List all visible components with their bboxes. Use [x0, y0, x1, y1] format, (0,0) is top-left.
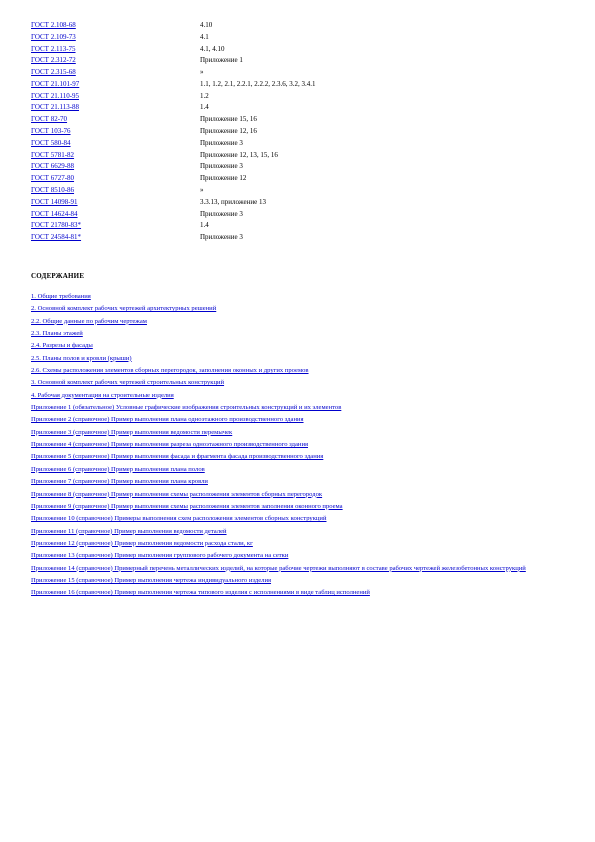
- reference-row: [31, 67, 316, 79]
- contents-item: [31, 416, 571, 424]
- reference-standard-cell: [31, 161, 200, 173]
- reference-clauses: »: [200, 68, 204, 77]
- reference-standard-cell: [31, 44, 200, 56]
- reference-clauses: 1.1, 1.2, 2.1, 2.2.1, 2.2.2, 2.3.6, 3.2, 3.4.1: [200, 79, 316, 88]
- contents-link[interactable]: Приложение 12 (справочное) Пример выполнения ведомости расхода стали, кг: [31, 539, 253, 547]
- contents-item: [31, 342, 571, 350]
- reference-row: [31, 173, 316, 185]
- reference-row: [31, 126, 316, 138]
- contents-item: [31, 491, 571, 499]
- standard-link[interactable]: ГОСТ 5781-82: [31, 150, 75, 159]
- standard-link[interactable]: ГОСТ 21.113-88: [31, 103, 80, 112]
- contents-item: [31, 392, 571, 400]
- reference-standard-cell: [31, 138, 200, 150]
- contents-item: [31, 466, 571, 474]
- reference-clauses: Приложение 3: [200, 209, 243, 218]
- contents-link[interactable]: Приложение 3 (справочное) Пример выполнения ведомости перемычек: [31, 428, 233, 436]
- contents-link[interactable]: Приложение 13 (справочное) Пример выполнения группового рабочего документа на сетки: [31, 552, 289, 560]
- contents-item: [31, 404, 571, 412]
- reference-row: [31, 232, 316, 244]
- reference-standard-cell: [31, 91, 200, 103]
- contents-link[interactable]: Приложение 11 (справочное) Пример выполнения ведомости деталей: [31, 527, 227, 535]
- reference-row: [31, 185, 316, 197]
- reference-clauses: Приложение 3: [200, 162, 243, 171]
- standard-link[interactable]: ГОСТ 103-76: [31, 127, 71, 136]
- contents-item: [31, 540, 571, 548]
- contents-link[interactable]: 2.3. Планы этажей: [31, 330, 83, 338]
- contents-item: [31, 528, 571, 536]
- reference-clauses: Приложение 3: [200, 233, 243, 242]
- contents-link[interactable]: 2.5. Планы полов и кровли (крыши): [31, 354, 132, 362]
- contents-item: [31, 429, 571, 437]
- standard-link[interactable]: ГОСТ 2.108-68: [31, 21, 76, 29]
- contents-link[interactable]: Приложение 2 (справочное) Пример выполнения плана одноэтажного производственного здания: [31, 416, 304, 424]
- reference-row: [31, 114, 316, 126]
- standard-link[interactable]: ГОСТ 6727-80: [31, 174, 75, 183]
- contents-item: [31, 453, 571, 461]
- contents-link[interactable]: 2.2. Общие данные по рабочим чертежам: [31, 317, 147, 325]
- reference-clauses: 4.1: [200, 32, 209, 41]
- reference-clauses: 3.3.13, приложение 13: [200, 197, 267, 206]
- contents-item: [31, 318, 571, 326]
- reference-standard-cell: [31, 67, 200, 79]
- contents-item: [31, 515, 571, 523]
- reference-row: [31, 32, 316, 44]
- reference-standard-cell: [31, 150, 200, 162]
- reference-row: [31, 197, 316, 209]
- reference-row: [31, 91, 316, 103]
- contents-item: [31, 379, 571, 387]
- contents-item: [31, 355, 571, 363]
- references-table: [31, 20, 316, 244]
- contents-link[interactable]: Приложение 1 (обязательное) Условные графические изображения строительных конструкций и их элементов: [31, 404, 342, 412]
- contents-link[interactable]: 3. Основной комплект рабочих чертежей строительных конструкций: [31, 379, 225, 387]
- reference-clauses: Приложение 1: [200, 56, 243, 65]
- standard-link[interactable]: ГОСТ 2.312-72: [31, 56, 76, 65]
- reference-row: [31, 79, 316, 91]
- reference-clauses: Приложение 12: [200, 174, 247, 183]
- reference-clauses: Приложение 3: [200, 138, 243, 147]
- reference-standard-cell: [31, 185, 200, 197]
- contents-item: [31, 305, 571, 313]
- reference-clauses: 1.2: [200, 91, 209, 100]
- contents-list: [31, 293, 571, 602]
- reference-standard-cell: [31, 102, 200, 114]
- contents-link[interactable]: Приложение 5 (справочное) Пример выполнения фасада и фрагмента фасада производственного здания: [31, 453, 324, 461]
- reference-clauses: 1.4: [200, 221, 209, 230]
- reference-clauses: Приложение 12, 16: [200, 127, 257, 136]
- reference-row: [31, 20, 316, 32]
- standard-link[interactable]: ГОСТ 24584-81*: [31, 233, 82, 242]
- contents-link[interactable]: Приложение 9 (справочное) Пример выполнения схемы расположения элементов заполнения оконного проема: [31, 502, 343, 510]
- standard-link[interactable]: ГОСТ 14624-84: [31, 209, 78, 218]
- standard-link[interactable]: ГОСТ 580-84: [31, 138, 71, 147]
- contents-link[interactable]: 2.6. Схемы расположения элементов сборных перегородок, заполнения оконных и других проемов: [31, 367, 309, 375]
- reference-row: [31, 220, 316, 232]
- contents-heading: СОДЕРЖАНИЕ: [31, 272, 85, 280]
- reference-standard-cell: [31, 197, 200, 209]
- contents-item: [31, 293, 571, 301]
- contents-link[interactable]: Приложение 6 (справочное) Пример выполнения плана полов: [31, 465, 205, 473]
- contents-item: [31, 478, 571, 486]
- contents-item: [31, 565, 571, 573]
- contents-item: [31, 330, 571, 338]
- reference-standard-cell: [31, 209, 200, 221]
- contents-item: [31, 441, 571, 449]
- contents-item: [31, 589, 571, 597]
- standard-link[interactable]: ГОСТ 8510-86: [31, 185, 75, 194]
- contents-item: [31, 367, 571, 375]
- reference-clauses: Приложение 15, 16: [200, 115, 257, 124]
- contents-link[interactable]: Приложение 4 (справочное) Пример выполнения разреза одноэтажного производственного здания: [31, 441, 309, 449]
- standard-link[interactable]: ГОСТ 2.315-68: [31, 68, 76, 77]
- reference-row: [31, 138, 316, 150]
- reference-standard-cell: [31, 55, 200, 67]
- reference-standard-cell: [31, 79, 200, 91]
- reference-clauses: »: [200, 185, 204, 194]
- contents-link[interactable]: Приложение 15 (справочное) Пример выполнения чертежа индивидуального изделия: [31, 576, 272, 584]
- contents-link[interactable]: Приложение 16 (справочное) Пример выполнения чертежа типового изделия с исполнениями в виде таблиц исполнений: [31, 589, 370, 597]
- contents-link[interactable]: 4. Рабочая документация на строительные изделия: [31, 391, 174, 399]
- contents-link[interactable]: 2. Основной комплект рабочих чертежей архитектурных решений: [31, 305, 217, 313]
- reference-clauses: 4.10: [200, 21, 213, 29]
- contents-link[interactable]: Приложение 7 (справочное) Пример выполнения плана кровли: [31, 478, 208, 486]
- standard-link[interactable]: ГОСТ 21.110-95: [31, 91, 80, 100]
- standard-link[interactable]: ГОСТ 6629-88: [31, 162, 75, 171]
- standard-link[interactable]: ГОСТ 14098-91: [31, 197, 78, 206]
- contents-link[interactable]: Приложение 8 (справочное) Пример выполнения схемы расположения элементов сборных перегородок: [31, 490, 323, 498]
- reference-standard-cell: [31, 20, 200, 32]
- reference-row: [31, 44, 316, 56]
- reference-clauses: 1.4: [200, 103, 209, 112]
- reference-clauses: 4.1, 4.10: [200, 44, 225, 53]
- reference-standard-cell: [31, 32, 200, 44]
- contents-item: [31, 552, 571, 560]
- reference-standard-cell: [31, 232, 200, 244]
- reference-standard-cell: [31, 173, 200, 185]
- contents-link[interactable]: Приложение 10 (справочное) Примеры выполнения схем расположения элементов сборных конструкций: [31, 515, 327, 523]
- reference-standard-cell: [31, 114, 200, 126]
- standard-link[interactable]: ГОСТ 2.113-75: [31, 44, 76, 53]
- reference-row: [31, 102, 316, 114]
- standard-link[interactable]: ГОСТ 21780-83*: [31, 221, 82, 230]
- reference-standard-cell: [31, 220, 200, 232]
- standard-link[interactable]: ГОСТ 2.109-73: [31, 32, 76, 41]
- contents-link[interactable]: Приложение 14 (справочное) Примерный перечень металлических изделий, на которые рабочие чертежи выполняют в составе рабочих чертежей железобетонных конструкций: [31, 564, 526, 572]
- standard-link[interactable]: ГОСТ 82-70: [31, 115, 68, 124]
- standard-link[interactable]: ГОСТ 21.101-97: [31, 79, 80, 88]
- reference-row: [31, 150, 316, 162]
- reference-row: [31, 55, 316, 67]
- reference-standard-cell: [31, 126, 200, 138]
- reference-row: [31, 209, 316, 221]
- reference-row: [31, 161, 316, 173]
- contents-item: [31, 577, 571, 585]
- contents-link[interactable]: 2.4. Разрезы и фасады: [31, 342, 93, 350]
- reference-clauses: Приложение 12, 13, 15, 16: [200, 150, 278, 159]
- contents-link[interactable]: 1. Общие требования: [31, 293, 91, 300]
- contents-item: [31, 503, 571, 511]
